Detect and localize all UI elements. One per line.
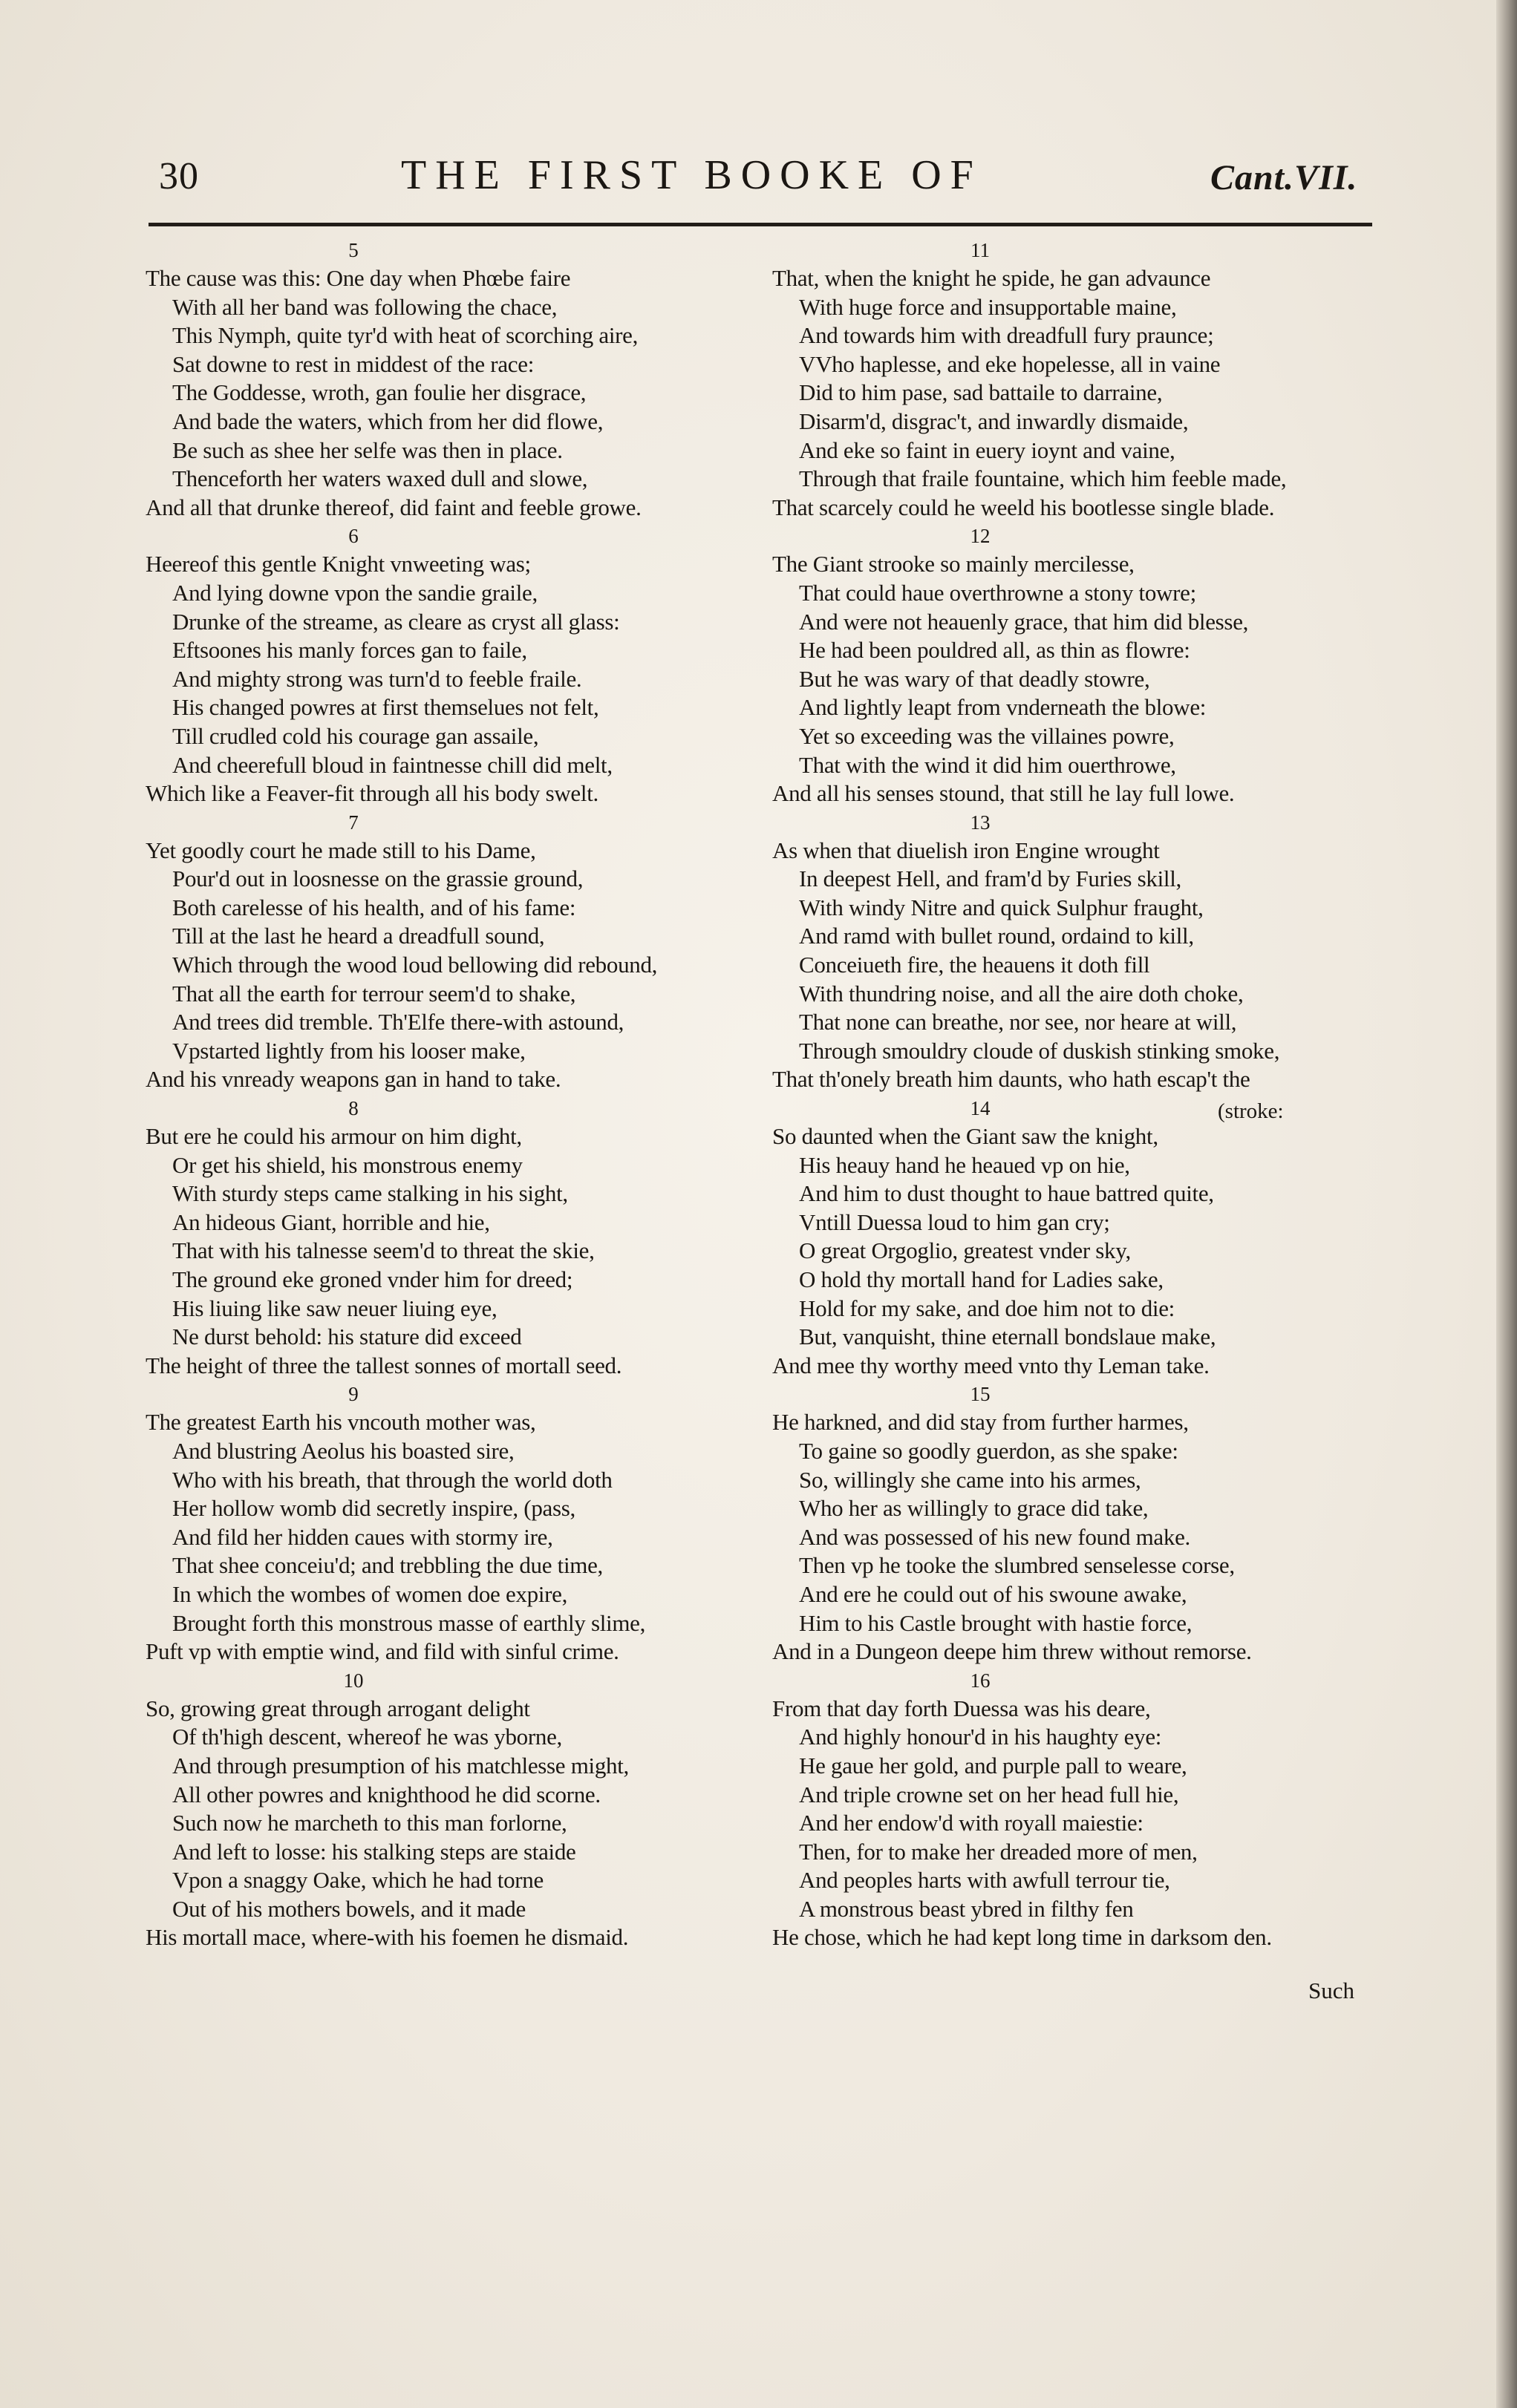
verse-line: And all that drunke thereof, did faint and feeble growe. <box>146 494 642 520</box>
verse-line: As when that diuelish iron Engine wrought <box>772 837 1160 863</box>
verse-line: And fild her hidden caues with stormy ire, <box>172 1523 553 1550</box>
verse-line: Thenceforth her waters waxed dull and slowe, <box>172 465 588 492</box>
verse-line: And towards him with dreadfull fury praunce; <box>799 322 1214 349</box>
verse-line: That all the earth for terrour seem'd to shake, <box>172 980 576 1007</box>
stanza-number: 15 <box>970 1383 991 1406</box>
verse-line: He gaue her gold, and purple pall to weare, <box>799 1752 1187 1779</box>
verse-line: Out of his mothers bowels, and it made <box>172 1895 526 1922</box>
verse-line: Through smouldry cloude of duskish stinking smoke, <box>799 1037 1280 1064</box>
verse-line: And him to dust thought to haue battred quite, <box>799 1180 1214 1207</box>
verse-line: His changed powres at first themselues not felt, <box>172 694 599 721</box>
verse-line: And in a Dungeon deepe him threw without remorse. <box>772 1638 1252 1665</box>
verse-line: All other powres and knighthood he did scorne. <box>172 1781 601 1807</box>
verse-line: That scarcely could he weeld his bootlesse single blade. <box>772 494 1275 520</box>
stanza-number: 16 <box>970 1669 991 1692</box>
header-rule <box>149 223 1372 226</box>
verse-line: In deepest Hell, and fram'd by Furies skill, <box>799 866 1181 892</box>
verse-line: And through presumption of his matchlesse might, <box>172 1752 630 1779</box>
verse-line: And triple crowne set on her head full hie, <box>799 1781 1179 1807</box>
verse-line: And her endow'd with royall maiestie: <box>799 1810 1144 1836</box>
verse-line: Of th'high descent, whereof he was yborne, <box>172 1724 562 1750</box>
verse-line: Such now he marcheth to this man forlorne, <box>172 1810 567 1836</box>
verse-line: He chose, which he had kept long time in darksom den. <box>772 1924 1272 1951</box>
verse-line: From that day forth Duessa was his deare, <box>772 1695 1151 1721</box>
verse-line: But, vanquisht, thine eternall bondslaue make, <box>799 1324 1216 1350</box>
catchword: Such <box>1308 1977 1354 2003</box>
verse-line: Vntill Duessa loud to him gan cry; <box>799 1208 1110 1235</box>
verse-line: Which like a Feaver-fit through all his body swelt. <box>146 780 598 807</box>
verse-line: A monstrous beast ybred in filthy fen <box>799 1895 1134 1922</box>
verse-line: Be such as shee her selfe was then in place. <box>172 436 563 463</box>
stanza-number <box>772 1094 1284 1124</box>
verse-line: Her hollow womb did secretly inspire, (pass, <box>172 1495 575 1522</box>
verse-line: Pour'd out in loosnesse on the grassie ground, <box>172 866 584 892</box>
verse-line: His mortall mace, where-with his foemen he dismaid. <box>146 1924 629 1951</box>
verse-line: Did to him pase, sad battaile to darraine, <box>799 379 1163 406</box>
page-gutter <box>1496 0 1517 2408</box>
running-title: THE FIRST BOOKE OF <box>401 152 982 198</box>
verse-line: That shee conceiu'd; and trebbling the due time, <box>172 1552 603 1579</box>
verse-line: Which through the wood loud bellowing did rebound, <box>172 952 658 978</box>
verse-line: The greatest Earth his vncouth mother was, <box>146 1409 536 1436</box>
verse-line: That none can breathe, nor see, nor heare at will, <box>799 1009 1237 1035</box>
verse-line: The height of three the tallest sonnes of mortall seed. <box>146 1352 622 1378</box>
stanza-number: 5 <box>348 239 359 261</box>
verse-line: Disarm'd, disgrac't, and inwardly dismaide, <box>799 408 1189 434</box>
verse-line: With thundring noise, and all the aire doth choke, <box>799 980 1244 1007</box>
verse-line: That with the wind it did him ouerthrowe, <box>799 751 1176 778</box>
verse-line: With windy Nitre and quick Sulphur fraught, <box>799 894 1204 920</box>
verse-line: The cause was this: One day when Phœbe faire <box>146 265 571 291</box>
verse-line: And was possessed of his new found make. <box>799 1523 1190 1550</box>
verse-line: And lying downe vpon the sandie graile, <box>172 579 538 606</box>
verse-line: And ere he could out of his swoune awake, <box>799 1580 1187 1607</box>
verse-line: And peoples harts with awfull terrour tie, <box>799 1867 1170 1894</box>
turnover-word: (stroke: <box>1218 1099 1284 1124</box>
verse-line: That could haue overthrowne a stony towre; <box>799 579 1196 606</box>
left-column <box>146 236 762 1952</box>
verse-line: With all her band was following the chace, <box>172 293 558 320</box>
stanza-number: 10 <box>343 1669 364 1692</box>
verse-line: With huge force and insupportable maine, <box>799 293 1177 320</box>
verse-line: But ere he could his armour on him dight, <box>146 1123 522 1150</box>
verse-line: And left to losse: his stalking steps are staide <box>172 1838 576 1865</box>
verse-line: Yet so exceeding was the villaines powre, <box>799 722 1175 749</box>
stanza-number: 11 <box>970 239 990 261</box>
verse-line: VVho haplesse, and eke hopelesse, all in vaine <box>799 350 1221 377</box>
verse-line: Drunke of the streame, as cleare as cryst all glass: <box>172 608 620 635</box>
verse-line: He had been pouldred all, as thin as flowre: <box>799 637 1190 664</box>
verse-line: He harkned, and did stay from further harmes, <box>772 1409 1189 1436</box>
verse-line: And all his senses stound, that still he lay full lowe. <box>772 780 1235 807</box>
verse-line: Sat downe to rest in middest of the race: <box>172 350 535 377</box>
verse-line: Ne durst behold: his stature did exceed <box>172 1324 522 1350</box>
verse-line: And blustring Aeolus his boasted sire, <box>172 1437 515 1464</box>
verse-line: And mighty strong was turn'd to feeble fraile. <box>172 665 582 692</box>
verse-line: But he was wary of that deadly stowre, <box>799 665 1150 692</box>
verse-line: In which the wombes of women doe expire, <box>172 1580 568 1607</box>
verse-line: And highly honour'd in his haughty eye: <box>799 1724 1162 1750</box>
stanza-number: 7 <box>348 811 359 834</box>
verse-line: Him to his Castle brought with hastie force, <box>799 1609 1193 1636</box>
verse-line: Vpon a snaggy Oake, which he had torne <box>172 1867 544 1894</box>
stanza-number: 8 <box>348 1097 359 1120</box>
verse-line: Who with his breath, that through the world doth <box>172 1466 613 1493</box>
verse-line: Eftsoones his manly forces gan to faile, <box>172 637 527 664</box>
verse-line: This Nymph, quite tyr'd with heat of scorching aire, <box>172 322 639 349</box>
verse-line: That th'onely breath him daunts, who hath escap't the <box>772 1066 1250 1093</box>
verse-line: Who her as willingly to grace did take, <box>799 1495 1149 1522</box>
verse-line: Then, for to make her dreaded more of men, <box>799 1838 1198 1865</box>
verse-line: And trees did tremble. Th'Elfe there-with astound, <box>172 1009 624 1035</box>
stanza-number: 12 <box>970 525 991 548</box>
verse-line: Through that fraile fountaine, which him feeble made, <box>799 465 1287 492</box>
verse-line: And mee thy worthy meed vnto thy Leman take. <box>772 1352 1210 1378</box>
verse-line: Brought forth this monstrous masse of earthly slime, <box>172 1609 646 1636</box>
verse-line: And eke so faint in euery ioynt and vaine, <box>799 436 1175 463</box>
verse-line: Yet goodly court he made still to his Dame, <box>146 837 536 863</box>
verse-line: And lightly leapt from vnderneath the blowe: <box>799 694 1207 721</box>
verse-line: The Giant strooke so mainly mercilesse, <box>772 551 1135 578</box>
verse-line: An hideous Giant, horrible and hie, <box>172 1208 490 1235</box>
verse-line: Puft vp with emptie wind, and fild with sinful crime. <box>146 1638 619 1665</box>
verse-line: With sturdy steps came stalking in his sight, <box>172 1180 568 1207</box>
verse-line: Both carelesse of his health, and of his fame: <box>172 894 576 920</box>
verse-line: His liuing like saw neuer liuing eye, <box>172 1295 497 1321</box>
right-column <box>772 236 1389 1952</box>
verse-line: And his vnready weapons gan in hand to take. <box>146 1066 561 1093</box>
verse-line: Heereof this gentle Knight vnweeting was; <box>146 551 531 578</box>
verse-line: Vpstarted lightly from his looser make, <box>172 1037 526 1064</box>
running-header <box>0 145 1517 212</box>
verse-line: Till crudled cold his courage gan assaile, <box>172 722 539 749</box>
verse-line: So, growing great through arrogant delight <box>146 1695 530 1721</box>
verse-line: And bade the waters, which from her did flowe, <box>172 408 604 434</box>
verse-line: Conceiueth fire, the heauens it doth fill <box>799 952 1150 978</box>
verse-line: And ramd with bullet round, ordaind to kill, <box>799 923 1194 949</box>
verse-line: That with his talnesse seem'd to threat the skie, <box>172 1237 595 1264</box>
verse-line: The ground eke groned vnder him for dreed; <box>172 1266 573 1292</box>
verse-line: And cheerefull bloud in faintnesse chill did melt, <box>172 751 613 778</box>
verse-line: Till at the last he heard a dreadfull sound, <box>172 923 545 949</box>
stanza-number: 6 <box>348 525 359 548</box>
verse-line: His heauy hand he heaued vp on hie, <box>799 1151 1130 1178</box>
verse-line: O hold thy mortall hand for Ladies sake, <box>799 1266 1164 1292</box>
canto-label: Cant.VII. <box>1210 158 1358 197</box>
verse-line: Or get his shield, his monstrous enemy <box>172 1151 523 1178</box>
stanza-number: 9 <box>348 1383 359 1406</box>
verse-line: That, when the knight he spide, he gan advaunce <box>772 265 1211 291</box>
verse-line: To gaine so goodly guerdon, as she spake: <box>799 1437 1178 1464</box>
verse-line: O great Orgoglio, greatest vnder sky, <box>799 1237 1131 1264</box>
stanza-number-text: 14 <box>970 1097 991 1120</box>
verse-line: So, willingly she came into his armes, <box>799 1466 1141 1493</box>
verse-line: And were not heauenly grace, that him did blesse, <box>799 608 1249 635</box>
verse-line: Hold for my sake, and doe him not to die: <box>799 1295 1175 1321</box>
page-number: 30 <box>159 155 199 197</box>
verse-line: So daunted when the Giant saw the knight, <box>772 1123 1158 1150</box>
verse-line: Then vp he tooke the slumbred senselesse corse, <box>799 1552 1235 1579</box>
stanza-number: 13 <box>970 811 991 834</box>
verse-line: The Goddesse, wroth, gan foulie her disgrace, <box>172 379 587 406</box>
